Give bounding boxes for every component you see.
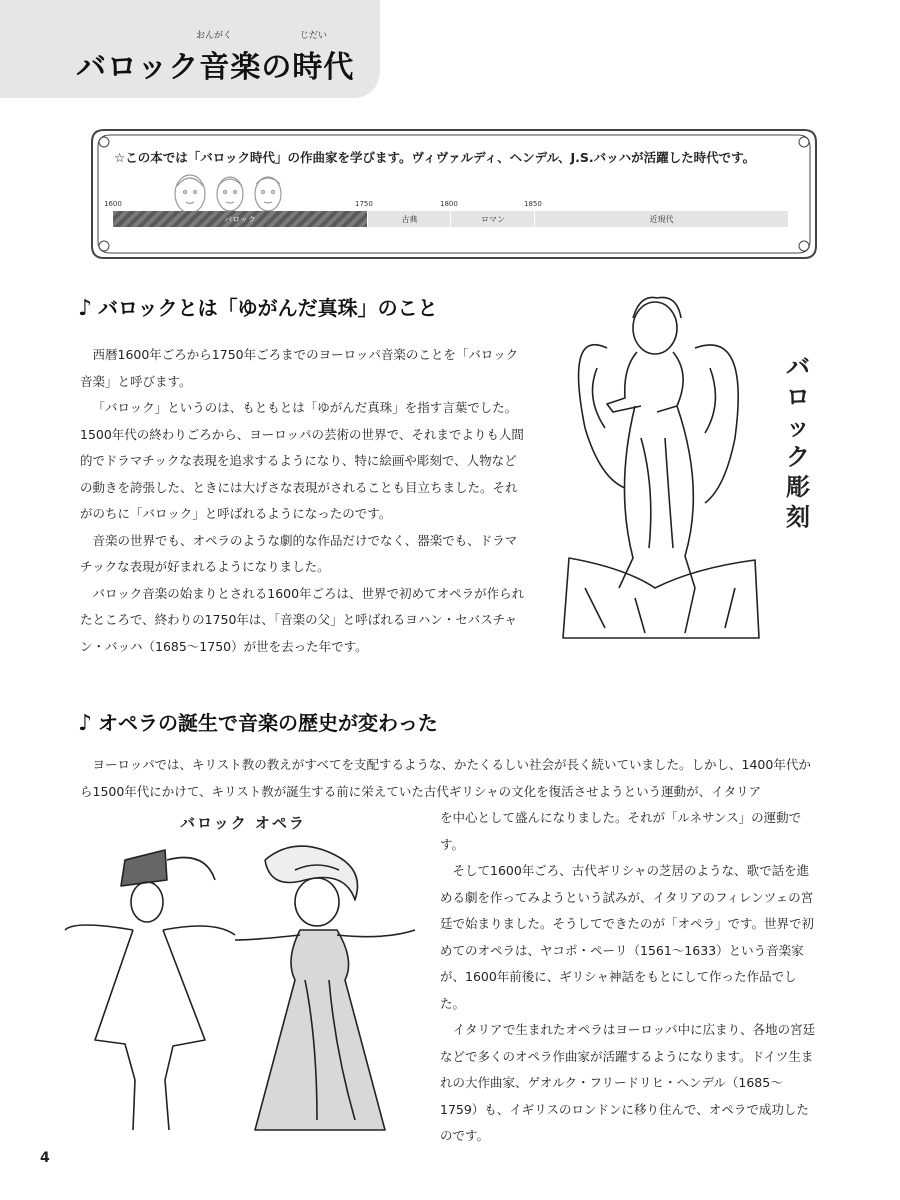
page-number: 4 [40, 1150, 50, 1166]
paragraph: 「バロック」というのは、もともとは「ゆがんだ真珠」を指す言葉でした。1500年代の終わりごろから、ヨーロッパの芸術の世界で、それまでよりも人間的でドラマチックな表現を追求するようになり、特に絵画や彫刻で、人物などの動きを誇張した、ときには大げさな表現がされることも目立ちました。それがのちに「バロック」と呼ばれるようになったのです。 [80, 400, 524, 521]
sculpture-label: バロック彫刻 [786, 353, 810, 531]
timeline-period-modern: 近現代 [534, 211, 788, 227]
section2-heading [78, 707, 438, 736]
paragraph: を中心として盛んになりました。それが「ルネサンス」の運動です。 [440, 810, 802, 852]
composer-faces-illustration [168, 172, 288, 216]
timeline-year-1800: 1800 [440, 200, 458, 208]
paragraph: 音楽の世界でも、オペラのような劇的な作品だけでなく、器楽でも、ドラマチックな表現が好まれるようになりました。 [80, 532, 518, 574]
paragraph: イタリアで生まれたオペラはヨーロッパ中に広まり、各地の宮廷などで多くのオペラ作曲家が活躍するようになります。ドイツ生まれの大作曲家、ゲオルク・フリードリヒ・ヘンデル（1685〜1759）も、イギリスのロンドンに移り住んで、オペラで成功したのです。 [440, 1022, 816, 1143]
timeline-period-classical: 古典 [367, 211, 451, 227]
section2-body [440, 805, 820, 1150]
section1-heading [78, 292, 438, 321]
music-note-icon: ♪ [78, 296, 93, 321]
page-title: バロック音楽の時代 [76, 50, 355, 85]
paragraph: そして1600年ごろ、古代ギリシャの芝居のような、歌で話を進める劇を作ってみようという試みが、イタリアのフィレンツェの宮廷で始まりました。そうしてできたのが「オペラ」です。世界で初めてのオペラは、ヤコポ・ペーリ（1561〜1633）という音楽家が、1600年前後に、ギリシャ神話をもとにして作った作品でした。 [440, 863, 815, 1011]
section2-lead [80, 752, 820, 805]
timeline-year-1600: 1600 [104, 200, 122, 208]
paragraph: 西暦1600年ごろから1750年ごろまでのヨーロッパ音楽のことを「バロック音楽」と呼びます。 [80, 347, 519, 389]
ruby-jidai: じだい [300, 31, 328, 41]
timeline-period-baroque: バロック [113, 211, 367, 227]
timeline-period-romantic: ロマン [450, 211, 535, 227]
timeline-year-1750: 1750 [355, 200, 373, 208]
timeline-year-1850: 1850 [524, 200, 542, 208]
intro-text: ☆この本では「バロック時代」の作曲家を学びます。ヴィヴァルディ、ヘンデル、J.S.バッハが活躍した時代です。 [114, 150, 756, 165]
music-note-icon: ♪ [78, 711, 93, 736]
section1-body [80, 342, 525, 660]
opera-illustration-label: バロック オペラ [180, 814, 306, 832]
section2-heading-text: オペラの誕生で音楽の歴史が変わった [98, 711, 438, 735]
section1-heading-text: バロックとは「ゆがんだ真珠」のこと [98, 296, 438, 320]
paragraph: ヨーロッパでは、キリスト教の教えがすべてを支配するような、かたくるしい社会が長く続いていました。しかし、1400年代から1500年代にかけて、キリスト教が誕生する前に栄えていた古代ギリシャの文化を復活させようという運動が、イタリア [80, 757, 811, 799]
baroque-opera-illustration [55, 840, 425, 1140]
ruby-ongaku: おんがく [196, 31, 233, 41]
paragraph: バロック音楽の始まりとされる1600年ごろは、世界で初めてオペラが作られたところで、終わりの1750年は、「音楽の父」と呼ばれるヨハン・セバスチャン・バッハ（1685〜1750）が世を去った年です。 [80, 585, 525, 654]
baroque-sculpture-illustration [545, 288, 775, 648]
